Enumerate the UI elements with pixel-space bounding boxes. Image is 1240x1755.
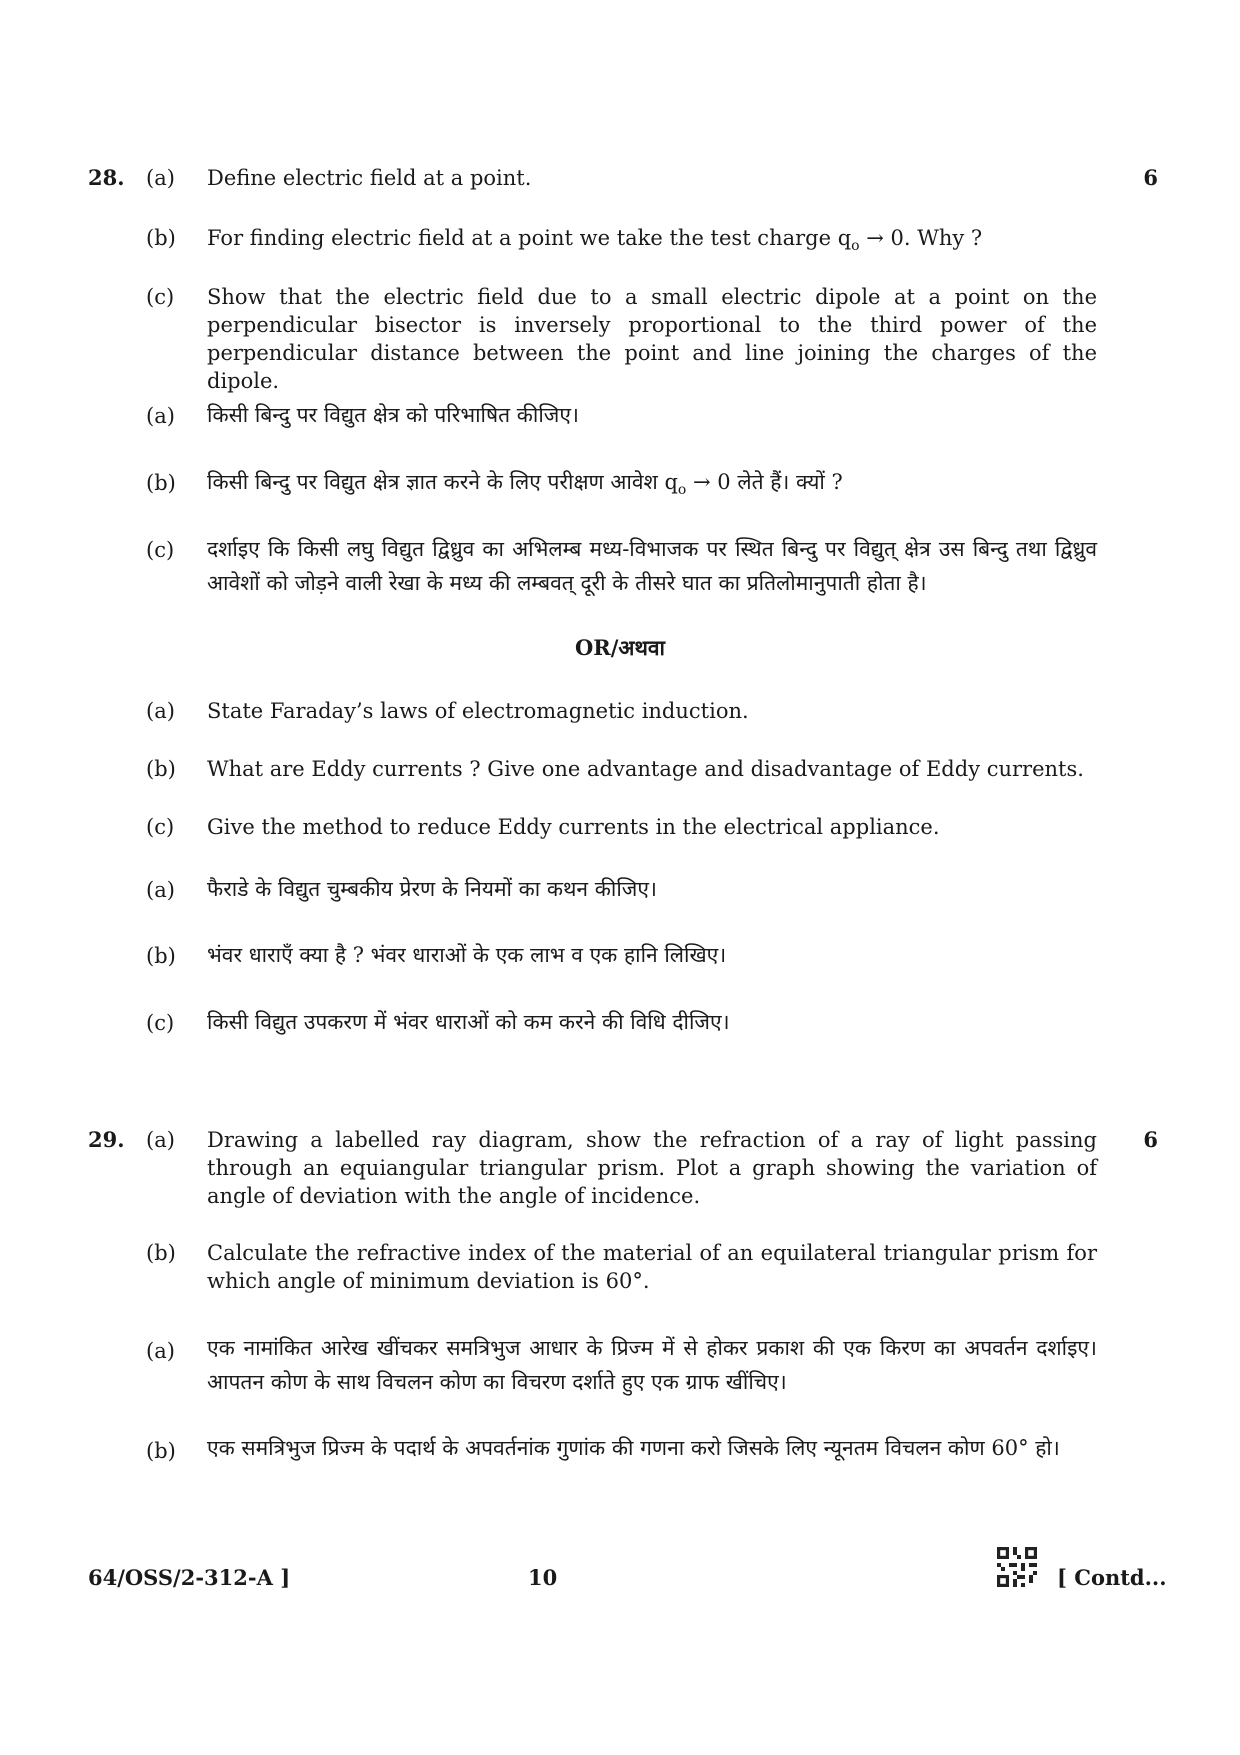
part-label: (c) — [146, 285, 175, 309]
continued-label: [ Contd... — [1057, 1565, 1167, 1590]
paper-code: 64/OSS/2-312-A ] — [88, 1565, 291, 1590]
question-marks: 6 — [1143, 165, 1158, 190]
part-c-text: Show that the electric field due to a small electric dipole at a point on the perpendicular bisector is inversely proportional to the third power of the perpendicular distance between the point and line joining the charges of the dipole. — [207, 285, 1097, 393]
part-label: (c) — [146, 1011, 175, 1035]
or-part-b-text: What are Eddy currents ? Give one advantage and disadvantage of Eddy currents. — [207, 757, 1084, 781]
part-b-text: Calculate the refractive index of the material of an equilateral triangular prism for which angle of minimum deviation is 60°. — [207, 1241, 1097, 1293]
part-b-text: For finding electric field at a point we take the test charge $q_o \to 0$. Why ? — [207, 226, 983, 254]
part-label: (a) — [146, 1128, 175, 1152]
page-number: 10 — [528, 1565, 558, 1590]
part-label: (b) — [146, 226, 176, 250]
part-label: (a) — [146, 404, 175, 428]
question-number: 28. — [88, 165, 125, 190]
hindi-part-a-text: एक नामांकित आरेख खींचकर समत्रिभुज आधार के प्रिज्म में से होकर प्रकाश की एक किरण का अपवर्तन दर्शाइए। आपतन कोण के साथ विचलन कोण का विचरण दर्शाते हुए एक ग्राफ खींचिए। — [207, 1336, 1097, 1394]
part-label: (c) — [146, 538, 175, 562]
part-label: (b) — [146, 1241, 176, 1265]
qr-code-icon — [997, 1547, 1037, 1587]
or-part-a-text: State Faraday’s laws of electromagnetic induction. — [207, 699, 749, 723]
or-hindi-part-b-text: भंवर धाराएँ क्या है ? भंवर धाराओं के एक लाभ व एक हानि लिखिए। — [207, 943, 727, 967]
hindi-part-b-text: किसी बिन्दु पर विद्युत क्षेत्र ज्ञात करने के लिए परीक्षण आवेश $q_o \to 0$ लेते हैं। क्यों ? — [207, 470, 843, 498]
part-label: (a) — [146, 699, 175, 723]
question-number: 29. — [88, 1127, 125, 1152]
part-label: (b) — [146, 1439, 176, 1463]
or-hindi-part-c-text: किसी विद्युत उपकरण में भंवर धाराओं को कम करने की विधि दीजिए। — [207, 1010, 730, 1034]
or-part-c-text: Give the method to reduce Eddy currents in the electrical appliance. — [207, 815, 940, 839]
part-label: (b) — [146, 757, 176, 781]
part-a-text: Define electric field at a point. — [207, 166, 532, 190]
part-label: (a) — [146, 166, 175, 190]
or-divider: OR/अथवा — [575, 635, 665, 660]
question-marks: 6 — [1143, 1127, 1158, 1152]
part-label: (b) — [146, 471, 176, 495]
hindi-part-b-text: एक समत्रिभुज प्रिज्म के पदार्थ के अपवर्तनांक गुणांक की गणना करो जिसके लिए न्यूनतम विचलन कोण 60° हो। — [207, 1436, 1060, 1460]
hindi-part-c-text: दर्शाइए कि किसी लघु विद्युत द्विध्रुव का अभिलम्ब मध्य-विभाजक पर स्थित बिन्दु पर विद्युत् क्षेत्र उस बिन्दु तथा द्विध्रुव आवेशों को जोड़ने वाली रेखा के मध्य की लम्बवत् दूरी के तीसरे घात का प्रतिलोमानुपाती होता है। — [207, 537, 1097, 595]
or-hindi-part-a-text: फैराडे के विद्युत चुम्बकीय प्रेरण के नियमों का कथन कीजिए। — [207, 877, 657, 901]
part-label: (c) — [146, 815, 175, 839]
part-a-text: Drawing a labelled ray diagram, show the refraction of a ray of light passing through an equiangular triangular prism. Plot a graph showing the variation of angle of deviation with the angle of incidence. — [207, 1128, 1097, 1208]
part-label: (a) — [146, 1339, 175, 1363]
part-label: (b) — [146, 944, 176, 968]
part-label: (a) — [146, 878, 175, 902]
hindi-part-a-text: किसी बिन्दु पर विद्युत क्षेत्र को परिभाषित कीजिए। — [207, 403, 579, 427]
